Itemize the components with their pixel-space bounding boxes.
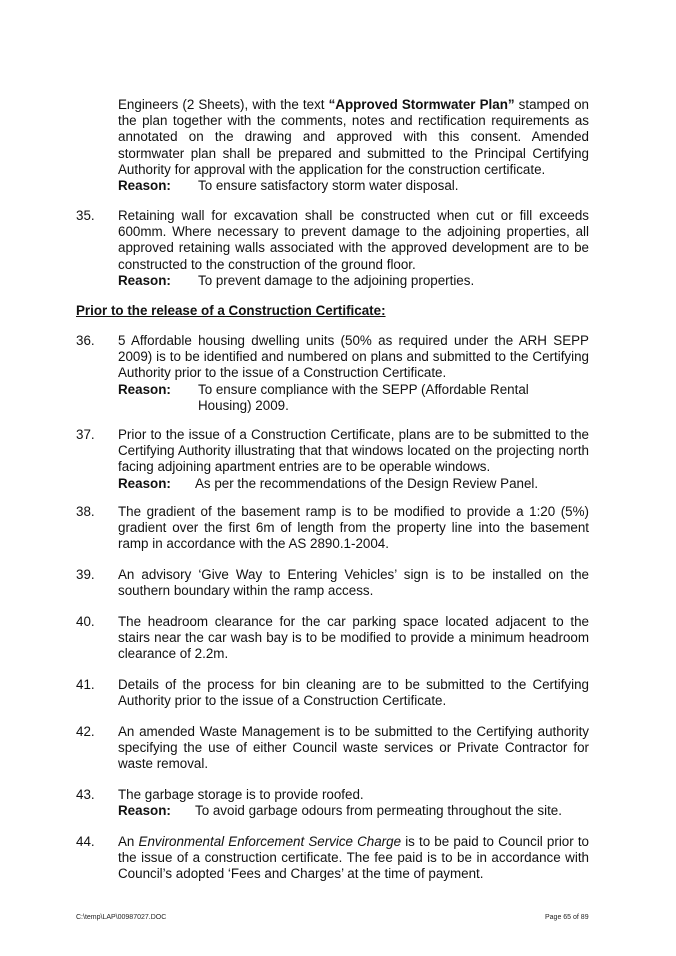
condition-text: Details of the process for bin cleaning are to be submitted to the Certifying Authority prior to the issue of a Construction Certificate. <box>118 677 589 709</box>
condition-text: 5 Affordable housing dwelling units (50% as required under the ARH SEPP 2009) is to be identified and numbered on plans and submitted to the Certifying Authority prior to the issue of a Construction Certificate. <box>118 333 589 381</box>
condition-number: 44. <box>76 834 95 849</box>
condition-38 <box>76 504 589 553</box>
condition-37 <box>76 427 589 492</box>
condition-text: An amended Waste Management is to be submitted to the Certifying authority specifying the use of either Council waste services or Private Contractor for waste removal. <box>118 724 589 772</box>
condition-number: 40. <box>76 614 95 629</box>
condition-number: 37. <box>76 427 95 442</box>
reason-text: To prevent damage to the adjoining properties. <box>198 272 475 288</box>
condition-number: 35. <box>76 208 95 223</box>
condition-42 <box>76 724 589 773</box>
condition-43 <box>76 787 589 819</box>
footer-page-number: Page 65 of 89 <box>545 914 589 921</box>
reason-line <box>118 476 589 492</box>
condition-text: Retaining wall for excavation shall be constructed when cut or fill exceeds 600mm. Where necessary to prevent damage to the adjoining properties, all approved retaining walls associated with the approved development are to be constructed to the construction of the ground floor. <box>118 208 589 272</box>
condition-40 <box>76 614 589 663</box>
condition-34-continuation <box>118 97 589 194</box>
condition-number: 38. <box>76 504 95 519</box>
condition-text: An Environmental Enforcement Service Charge is to be paid to Council prior to the issue of a construction certificate. The fee paid is to be in accordance with Council’s adopted ‘Fees and Charges’ at the time of payment. <box>118 834 590 882</box>
condition-number: 41. <box>76 677 95 692</box>
condition-text: An advisory ‘Give Way to Entering Vehicles’ sign is to be installed on the southern boundary within the ramp access. <box>118 567 589 599</box>
reason-label: Reason: <box>118 475 171 491</box>
reason-line <box>118 178 589 194</box>
condition-35 <box>76 208 589 289</box>
condition-number: 36. <box>76 333 95 348</box>
charge-name: Environmental Enforcement Service Charge <box>138 834 402 849</box>
condition-44 <box>76 834 589 883</box>
condition-text: The garbage storage is to provide roofed. <box>118 787 364 802</box>
condition-text: Prior to the issue of a Construction Certificate, plans are to be submitted to the Certifying Authority illustrating that that windows located on the projecting north facing adjoining apartment entries are to be operable windows. <box>118 427 589 475</box>
condition-39 <box>76 567 589 599</box>
condition-text: The gradient of the basement ramp is to be modified to provide a 1:20 (5%) gradient over the first 6m of length from the property line into the basement ramp in accordance with the AS 2890.1-2004. <box>118 504 589 552</box>
condition-41 <box>76 677 589 709</box>
reason-text: To avoid garbage odours from permeating throughout the site. <box>195 803 562 819</box>
condition-number: 39. <box>76 567 95 582</box>
condition-36 <box>76 333 589 414</box>
condition-text: stamped on the plan together with the comments, notes and rectification requirements as annotated on the drawing and approved with this consent. Amended stormwater plan shall be prepared and submitted to the Principal Certifying Authority for approval with the application for the construction certificate. <box>118 97 589 177</box>
footer-file-path: C:\temp\LAP\00987027.DOC <box>76 914 167 921</box>
condition-text: Engineers (2 Sheets), with the text <box>118 97 329 112</box>
condition-number: 42. <box>76 724 95 739</box>
reason-label: Reason: <box>118 178 171 194</box>
reason-text: To ensure satisfactory storm water disposal. <box>198 178 459 194</box>
section-heading: Prior to the release of a Construction Certificate: <box>76 303 386 318</box>
reason-line <box>118 382 589 414</box>
approved-plan-stamp-text: “Approved Stormwater Plan” <box>328 97 515 112</box>
condition-text: The headroom clearance for the car parking space located adjacent to the stairs near the car wash bay is to be modified to provide a minimum headroom clearance of 2.2m. <box>118 614 589 662</box>
reason-line <box>118 273 589 289</box>
condition-number: 43. <box>76 787 95 802</box>
reason-text: To ensure compliance with the SEPP (Affordable Rental Housing) 2009. <box>198 381 529 413</box>
reason-line <box>118 803 589 819</box>
reason-text: As per the recommendations of the Design Review Panel. <box>195 475 539 491</box>
reason-label: Reason: <box>118 803 171 819</box>
reason-label: Reason: <box>118 272 171 288</box>
reason-label: Reason: <box>118 381 171 397</box>
